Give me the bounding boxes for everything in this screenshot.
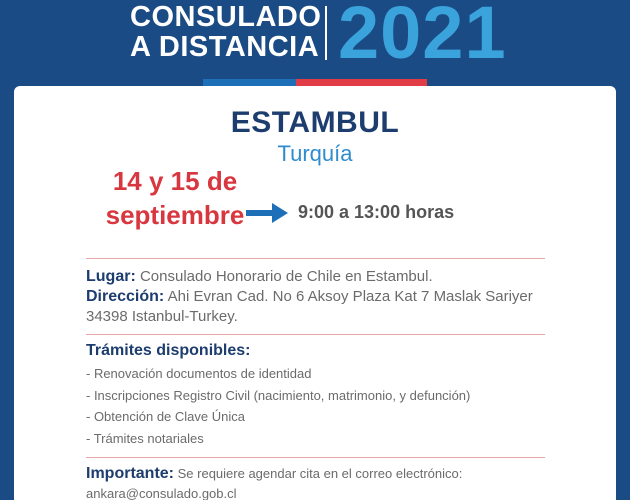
tramites-list <box>86 363 470 449</box>
divider <box>86 258 545 259</box>
contact-email[interactable]: ankara@consulado.gob.cl <box>86 486 237 500</box>
date-line-2: septiembre <box>105 200 245 230</box>
header-divider <box>325 6 327 60</box>
city-title: ESTAMBUL <box>230 106 400 139</box>
importante-text: Se requiere agendar cita en el correo electrónico: <box>177 466 463 481</box>
list-item: - Trámites notariales <box>86 430 204 446</box>
importante-notice <box>86 464 556 500</box>
event-date <box>80 164 270 232</box>
divider <box>86 334 545 335</box>
lugar-value: Consulado Honorario de Chile en Estambul. <box>139 268 433 285</box>
event-hours: 9:00 a 13:00 horas <box>298 202 455 222</box>
venue-info <box>86 267 556 327</box>
list-item: - Inscripciones Registro Civil (nacimiento, matrimonio, y defunción) <box>86 387 471 403</box>
direccion-value: Ahi Evran Cad. No 6 Aksoy Plaza Kat 7 Maslak Sariyer 34398 Istanbul-Turkey. <box>86 288 533 325</box>
direccion-label: Dirección: <box>86 288 165 305</box>
tramites-title: Trámites disponibles: <box>86 342 251 359</box>
divider <box>86 457 545 458</box>
importante-label: Importante: <box>86 465 174 482</box>
arrow-right-icon <box>246 201 288 225</box>
header-banner <box>0 0 630 78</box>
header-line-1: CONSULADO <box>130 1 322 33</box>
lugar-label: Lugar: <box>86 268 136 285</box>
header-title <box>130 2 321 62</box>
date-line-1: 14 y 15 de <box>112 166 238 196</box>
header-year: 2021 <box>338 0 507 74</box>
lugar-row <box>86 267 556 287</box>
country-subtitle: Turquía <box>277 141 353 166</box>
header-line-2: A DISTANCIA <box>130 31 320 63</box>
direccion-row <box>86 287 556 327</box>
list-item: - Obtención de Clave Única <box>86 409 245 424</box>
list-item: - Renovación documentos de identidad <box>86 366 312 381</box>
